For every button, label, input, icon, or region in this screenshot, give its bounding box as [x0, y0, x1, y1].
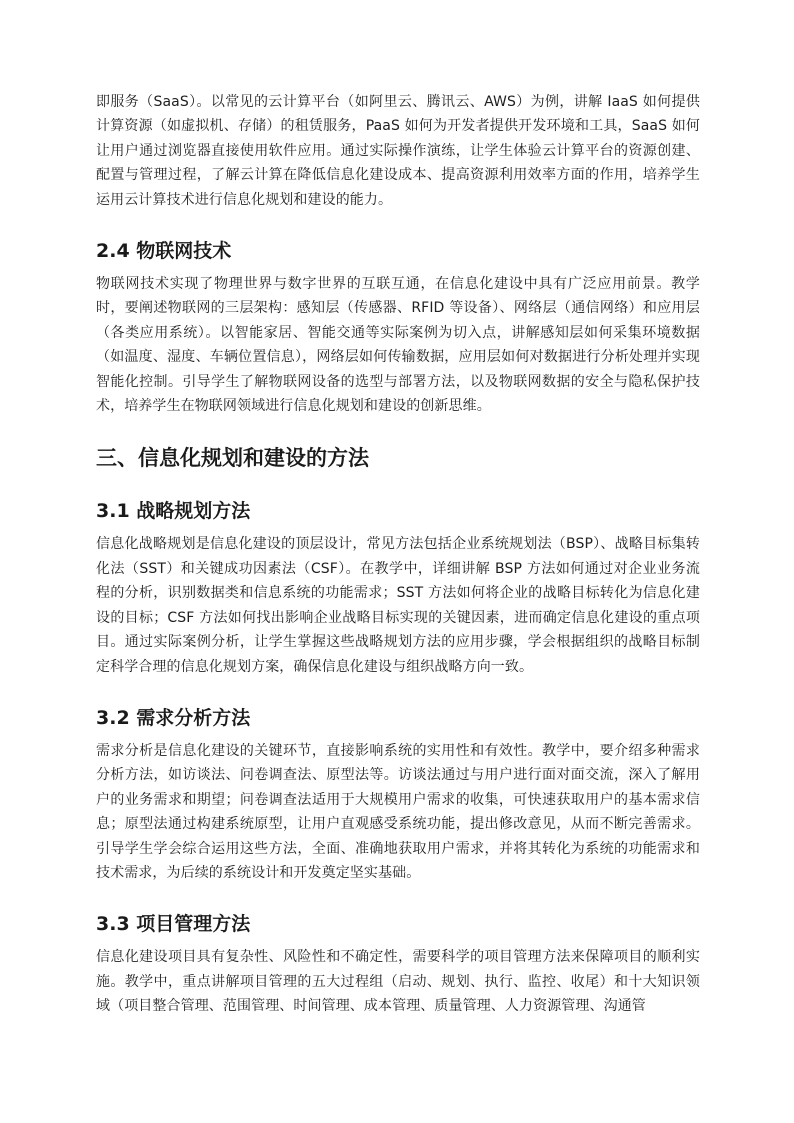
spacer: [96, 885, 700, 909]
document-page: [96, 90, 700, 1019]
section-3-3-body: 信息化建设项目具有复杂性、风险性和不确定性，需要科学的项目管理方法来保障项目的顺利实施。教学中，重点讲解项目管理的五大过程组（启动、规划、执行、监控、收尾）和十大知识领域（项目整合管理、范围管理、时间管理、成本管理、质量管理、人力资源管理、沟通管: [96, 949, 700, 1015]
section-3-1-body: 信息化战略规划是信息化建设的顶层设计，常见方法包括企业系统规划法（BSP）、战略目标集转化法（SST）和关键成功因素法（CSF）。在教学中，详细讲解 BSP 方法如何通过对企业业务流程的分析，识别数据类和信息系统的功能需求；SST 方法如何将企业的战略目标转化为信息化建设的目标；CSF 方法如何找出影响企业战略目标实现的关键因素，进而确定信息化建设的重点项目。通过实际案例分析，让学生掌握这些战略规划方法的应用步骤，学会根据组织的战略目标制定科学合理的信息化规划方案，确保信息化建设与组织战略方向一致。: [96, 536, 700, 675]
section-2-4-heading: 2.4 物联网技术: [96, 240, 232, 263]
spacer: [96, 679, 700, 703]
section-3-2-body: 需求分析是信息化建设的关键环节，直接影响系统的实用性和有效性。教学中，要介绍多种需求分析方法，如访谈法、问卷调查法、原型法等。访谈法通过与用户进行面对面交流，深入了解用户的业务需求和期望；问卷调查法适用于大规模用户需求的收集，可快速获取用户的基本需求信息；原型法通过构建系统原型，让用户直观感受系统功能，提出修改意见，从而不断完善需求。引导学生学会综合运用这些方法，全面、准确地获取用户需求，并将其转化为系统的功能需求和技术需求，为后续的系统设计和开发奠定坚实基础。: [96, 742, 700, 881]
spacer: [96, 212, 700, 236]
spacer: [96, 418, 700, 442]
section-2-4-body: 物联网技术实现了物理世界与数字世界的互联互通，在信息化建设中具有广泛应用前景。教学时，要阐述物联网的三层架构：感知层（传感器、RFID 等设备）、网络层（通信网络）和应用层（各类应用系统）。以智能家居、智能交通等实际案例为切入点，讲解感知层如何采集环境数据（如温度、湿度、车辆位置信息），网络层如何传输数据，应用层如何对数据进行分析处理并实现智能化控制。引导学生了解物联网设备的选型与部署方法，以及物联网数据的安全与隐私保护技术，培养学生在物联网领域进行信息化规划和建设的创新思维。: [96, 276, 700, 415]
section-3-2-heading: 3.2 需求分析方法: [96, 706, 251, 729]
section-3-1-heading: 3.1 战略规划方法: [96, 500, 251, 523]
section-3-3-heading: 3.3 项目管理方法: [96, 913, 251, 936]
chapter-3-heading: 三、信息化规划和建设的方法: [96, 446, 369, 471]
spacer: [96, 474, 700, 496]
intro-paragraph: 即服务（SaaS）。以常见的云计算平台（如阿里云、腾讯云、AWS）为例，讲解 IaaS 如何提供计算资源（如虚拟机、存储）的租赁服务，PaaS 如何为开发者提供开发环境和工具，SaaS 如何让用户通过浏览器直接使用软件应用。通过实际操作演练，让学生体验云计算平台的资源创建、配置与管理过程，了解云计算在降低信息化建设成本、提高资源利用效率方面的作用，培养学生运用云计算技术进行信息化规划和建设的能力。: [96, 94, 700, 208]
